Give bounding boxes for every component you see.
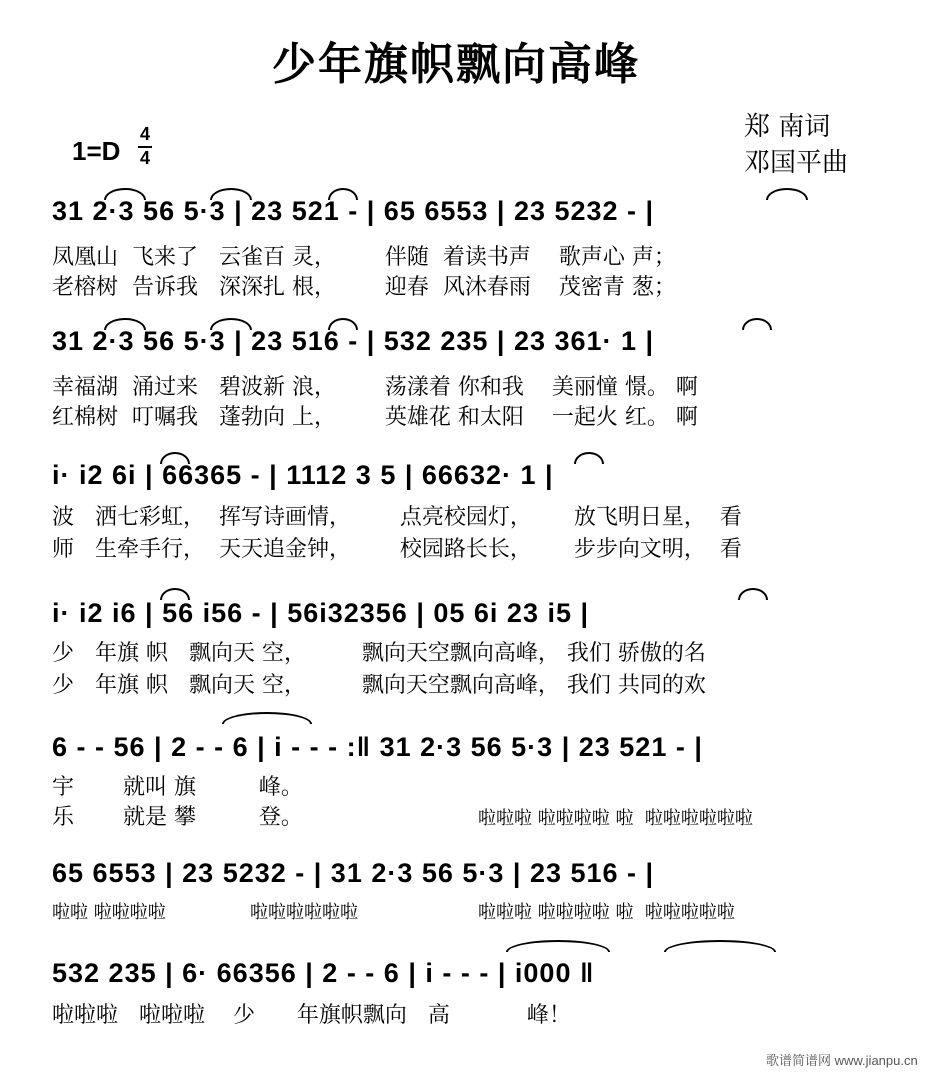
score-row-2: 31 2·3 56 5·3 | 23 516 - | 532 235 | 23 361· 1 |: [52, 326, 655, 356]
slur: [210, 188, 252, 200]
slur: [742, 318, 772, 330]
composer: 邓国平曲: [744, 148, 849, 178]
lyrics-row-5-verse-2: 乐 就是 攀 登。: [52, 805, 303, 830]
lyrics-row-3-verse-1: 波 洒七彩虹， 挥写诗画情， 点亮校园灯， 放飞明日星， 看: [52, 505, 742, 530]
key-signature: 1=D: [72, 136, 121, 166]
tie: [664, 940, 776, 952]
slur: [738, 588, 768, 600]
score-row-7: 532 235 | 6· 66356 | 2 - - 6 | i - - - | i000 ‖: [52, 958, 595, 988]
lyrics-row-5-verse-1: 宇 就叫 旗 峰。: [52, 775, 303, 800]
lyrics-row-2-verse-2: 红棉树 叮嘱我 蓬勃向 上， 英雄花 和太阳 一起火 红。 啊: [52, 405, 698, 430]
slur: [328, 318, 358, 330]
lala-row-5: 啦啦啦 啦啦啦啦 啦 啦啦啦啦啦啦: [478, 808, 753, 829]
lyrics-row-1-verse-2: 老榕树 告诉我 深深扎 根， 迎春 风沐春雨 茂密青 葱；: [52, 275, 676, 300]
slur: [160, 588, 190, 600]
slur: [104, 188, 146, 200]
lyrics-row-3-verse-2: 师 生牵手行， 天天追金钟， 校园路长长， 步步向文明， 看: [52, 537, 742, 562]
tie: [506, 940, 610, 952]
slur: [160, 452, 190, 464]
score-row-5: 6 - - 56 | 2 - - 6 | i - - - :‖ 31 2·3 56 5·3 | 23 521 - |: [52, 732, 703, 762]
watermark: 歌谱简谱网 www.jianpu.cn: [766, 1053, 918, 1068]
lyrics-row-1-verse-1: 凤凰山 飞来了 云雀百 灵， 伴随 着读书声 歌声心 声；: [52, 245, 676, 270]
lala-row-6-part-1: 啦啦 啦啦啦啦: [52, 902, 166, 923]
lyrics-row-4-verse-2: 少 年旗 帜 飘向天 空， 飘向天空飘向高峰， 我们 共同的欢: [52, 673, 706, 698]
score-row-1: 31 2·3 56 5·3 | 23 521 - | 65 6553 | 23 5232 - |: [52, 196, 655, 226]
slur: [104, 318, 146, 330]
slur: [210, 318, 252, 330]
score-row-6: 65 6553 | 23 5232 - | 31 2·3 56 5·3 | 23 516 - |: [52, 858, 655, 888]
lala-row-6-part-2: 啦啦啦啦啦啦: [250, 902, 358, 923]
slur: [574, 452, 604, 464]
song-title: 少年旗帜飘向高峰: [272, 39, 640, 90]
lyrics-row-7: 啦啦啦 啦啦啦 少 年旗帜飘向 高 峰！: [52, 1003, 571, 1028]
score-row-3: i· i2 6i | 66365 - | 1112 3 5 | 66632· 1 |: [52, 460, 554, 490]
slur: [766, 188, 808, 200]
time-signature-top: 4: [140, 124, 151, 144]
tie: [222, 712, 312, 724]
lala-row-6-part-3: 啦啦啦 啦啦啦啦 啦 啦啦啦啦啦: [478, 902, 735, 923]
slur: [328, 188, 358, 200]
score-row-4: i· i2 i6 | 56 i56 - | 56i32356 | 05 6i 23 i5 |: [52, 598, 590, 628]
lyricist: 郑 南词: [744, 112, 831, 142]
lyrics-row-2-verse-1: 幸福湖 涌过来 碧波新 浪， 荡漾着 你和我 美丽憧 憬。 啊: [52, 375, 698, 400]
lyrics-row-4-verse-1: 少 年旗 帜 飘向天 空， 飘向天空飘向高峰， 我们 骄傲的名: [52, 641, 706, 666]
time-signature-bottom: 4: [140, 148, 151, 168]
